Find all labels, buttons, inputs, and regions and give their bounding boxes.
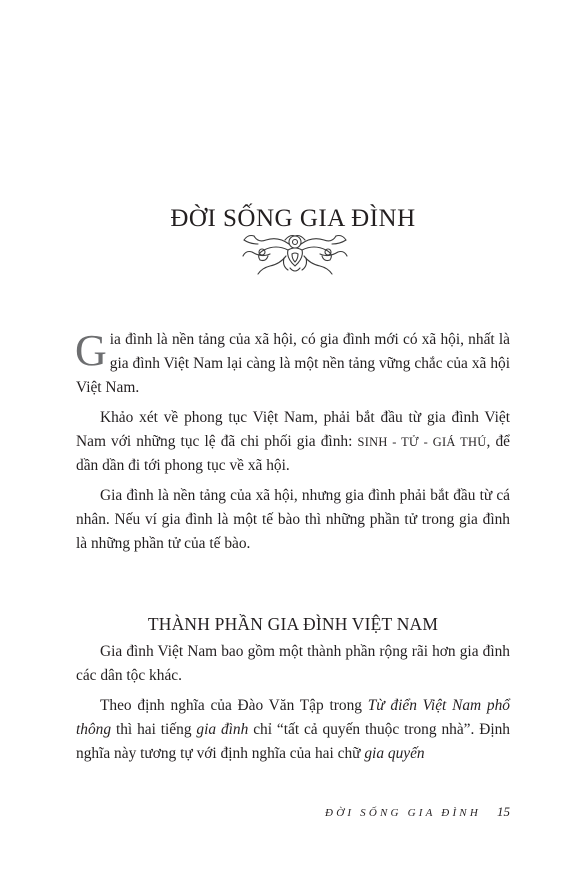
chapter-title: ĐỜI SỐNG GIA ĐÌNH [170, 204, 416, 232]
dictionary-title: Từ điển Việt Nam phổ thông [76, 697, 510, 738]
running-footer [300, 804, 510, 821]
intro-paragraph-1 [76, 328, 510, 400]
running-head-title: ĐỜI SỐNG GIA ĐÌNH [325, 807, 481, 819]
intro-section [76, 328, 510, 562]
intro-paragraph-1-text: ia đình là nền tảng của xã hội, có gia đình mới có xã hội, nhất là gia đình Việt Nam lại càng là một nền tảng vững chắc của xã hội Việt Nam. [76, 331, 510, 396]
section-body [76, 640, 510, 772]
customs-smallcaps: SINH - TỬ - GIÁ THÚ [357, 435, 487, 449]
floral-ornament-icon [240, 232, 350, 276]
intro-paragraph-3: Gia đình là nền tảng của xã hội, nhưng gia đình phải bắt đầu từ cá nhân. Nếu ví gia đình là một tế bào thì những phần tử trong gia đình là những phần tử của tế bào. [76, 487, 510, 552]
intro-paragraph-2: Khảo xét về phong tục Việt Nam, phải bắt đầu từ gia đình Việt Nam với những tục lệ đã chi phối gia đình: SINH - TỬ - GIÁ THÚ, để dần dần đi tới phong tục về xã hội. [76, 409, 511, 474]
section-title: THÀNH PHẦN GIA ĐÌNH VIỆT NAM [147, 613, 439, 634]
page-number: 15 [497, 804, 510, 819]
drop-cap: G [75, 326, 107, 375]
section-paragraph-2: Theo định nghĩa của Đào Văn Tập trong Từ điển Việt Nam phổ thông thì hai tiếng gia đình chỉ “tất cả quyến thuộc trong nhà”. Định nghĩa này tương tự với định nghĩa của hai chữ gia quyến [76, 697, 511, 762]
section-paragraph-1: Gia đình Việt Nam bao gồm một thành phần rộng rãi hơn gia đình các dân tộc khác. [76, 643, 510, 684]
